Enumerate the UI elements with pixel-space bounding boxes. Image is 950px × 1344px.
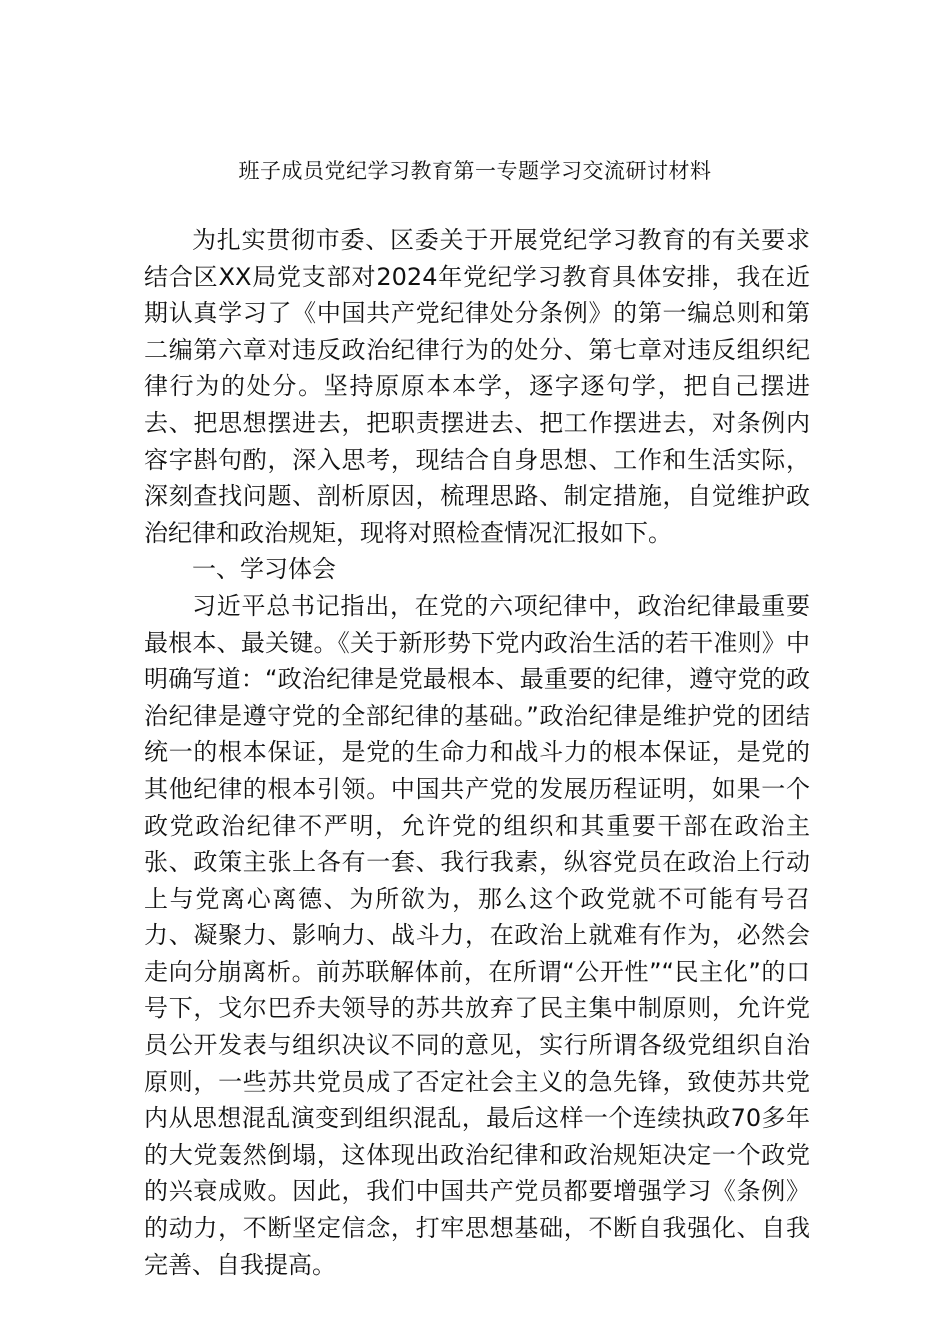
document-body [144, 222, 810, 1283]
body-paragraph: 习近平总书记指出，在党的六项纪律中，政治纪律最重要最根本、最关键。《关于新形势下党内政治生活的若干准则》中明确写道：“政治纪律是党最根本、最重要的纪律，遵守党的政治纪律是遵守党的全部纪律的基础。”政治纪律是维护党的团结统一的根本保证，是党的生命力和战斗力的根本保证，是党的其他纪律的根本引领。中国共产党的发展历程证明，如果一个政党政治纪律不严明，允许党的组织和其重要干部在政治主张、政策主张上各有一套、我行我素，纵容党员在政治上行动上与党离心离德、为所欲为，那么这个政党就不可能有号召力、凝聚力、影响力、战斗力，在政治上就难有作为，必然会走向分崩离析。前苏联解体前，在所谓“公开性”“民主化”的口号下，戈尔巴乔夫领导的苏共放弃了民主集中制原则，允许党员公开发表与组织决议不同的意见，实行所谓各级党组织自治原则，一些苏共党员成了否定社会主义的急先锋，致使苏共党内从思想混乱演变到组织混乱，最后这样一个连续执政70多年的大党轰然倒塌，这体现出政治纪律和政治规矩决定一个政党的兴衰成败。因此，我们中国共产党员都要增强学习《条例》的动力，不断坚定信念，打牢思想基础，不断自我强化、自我完善、自我提高。 [144, 591, 810, 1279]
document-title: 班子成员党纪学习教育第一专题学习交流研讨材料 [238, 159, 712, 183]
intro-paragraph: 为扎实贯彻市委、区委关于开展党纪学习教育的有关要求结合区XX局党支部对2024年党纪学习教育具体安排，我在近期认真学习了《中国共产党纪律处分条例》的第一编总则和第二编第六章对违反政治纪律行为的处分、第七章对违反组织纪律行为的处分。坚持原原本本学，逐字逐句学，把自己摆进去、把思想摆进去，把职责摆进去、把工作摆进去，对条例内容字斟句酌，深入思考，现结合自身思想、工作和生活实际，深刻查找问题、剖析原因，梳理思路、制定措施，自觉维护政治纪律和政治规矩，现将对照检查情况汇报如下。 [144, 226, 810, 547]
section-heading: 一、学习体会 [192, 555, 336, 584]
